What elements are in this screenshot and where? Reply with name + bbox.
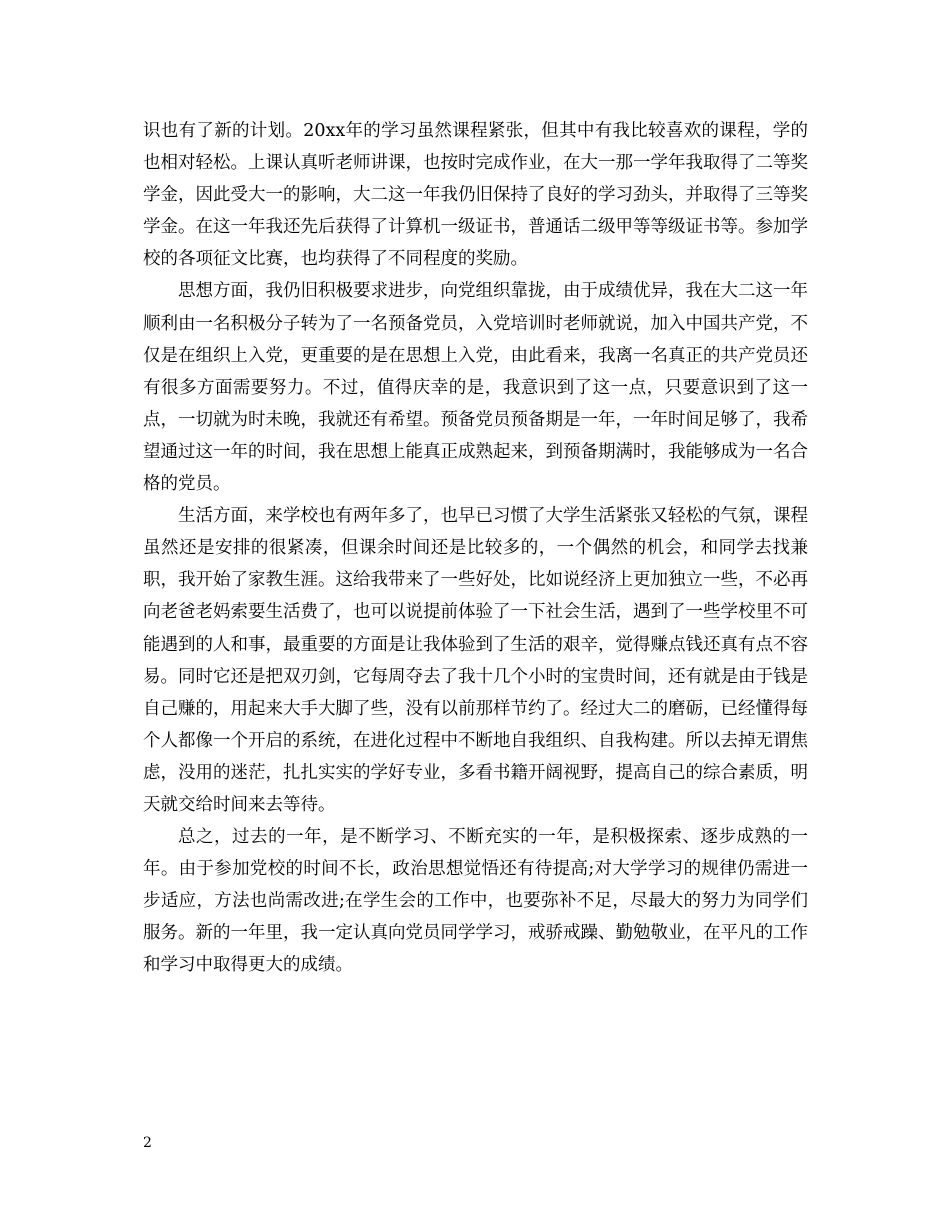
paragraph-life: 生活方面，来学校也有两年多了，也早已习惯了大学生活紧张又轻松的气氛，课程虽然还是安排的很紧凑，但课余时间还是比较多的，一个偶然的机会，和同学去找兼职，我开始了家教生涯。这给我带来了一些好处，比如说经济上更加独立一些，不必再向老爸老妈索要生活费了，也可以说提前体验了一下社会生活，遇到了一些学校里不可能遇到的人和事，最重要的方面是让我体验到了生活的艰辛，觉得赚点钱还真有点不容易。同时它还是把双刃剑，它每周夺去了我十几个小时的宝贵时间，还有就是由于钱是自己赚的，用起来大手大脚了些，没有以前那样节约了。经过大二的磨砺，已经懂得每个人都像一个开启的系统，在进化过程中不断地自我组织、自我构建。所以去掉无谓焦虑，没用的迷茫，扎扎实实的学好专业，多看书籍开阔视野，提高自己的综合素质，明天就交给时间来去等待。 <box>143 506 808 815</box>
paragraph-summary: 总之，过去的一年，是不断学习、不断充实的一年，是积极探索、逐步成熟的一年。由于参加党校的时间不长，政治思想觉悟还有待提高;对大学学习的规律仍需进一步适应，方法也尚需改进;在学生会的工作中，也要弥补不足，尽最大的努力为同学们服务。新的一年里，我一定认真向党员同学学习，戒骄戒躁、勤勉敬业，在平凡的工作和学习中取得更大的成绩。 <box>143 827 808 976</box>
paragraph-academic: 识也有了新的计划。20xx年的学习虽然课程紧张，但其中有我比较喜欢的课程，学的也相对轻松。上课认真听老师讲课，也按时完成作业，在大一那一学年我取得了二等奖学金，因此受大一的影响，大二这一年我仍旧保持了良好的学习劲头，并取得了三等奖学金。在这一年我还先后获得了计算机一级证书，普通话二级甲等等级证书等。参加学校的各项征文比赛，也均获得了不同程度的奖励。 <box>143 121 808 270</box>
document-body <box>143 115 808 982</box>
page-number: 2 <box>143 1135 152 1151</box>
paragraph-ideology: 思想方面，我仍旧积极要求进步，向党组织靠拢，由于成绩优异，我在大二这一年顺利由一名积极分子转为了一名预备党员，入党培训时老师就说，加入中国共产党，不仅是在组织上入党，更重要的是在思想上入党，由此看来，我离一名真正的共产党员还有很多方面需要努力。不过，值得庆幸的是，我意识到了这一点，只要意识到了这一点，一切就为时未晚，我就还有希望。预备党员预备期是一年，一年时间足够了，我希望通过这一年的时间，我在思想上能真正成熟起来，到预备期满时，我能够成为一名合格的党员。 <box>143 281 808 495</box>
